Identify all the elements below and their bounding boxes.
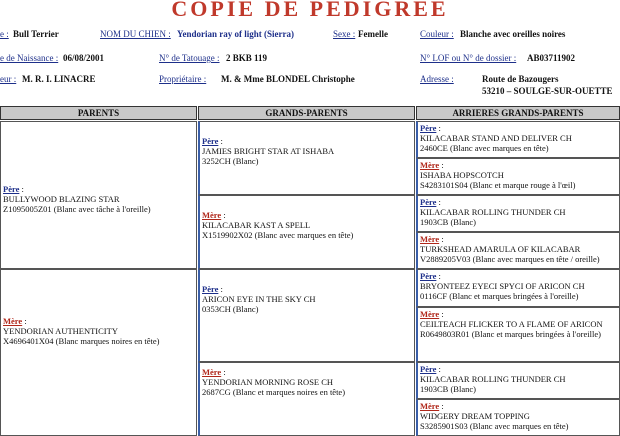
role-label: Père [420,197,437,207]
great-grandparent-3 [416,195,620,232]
color-value: Blanche avec oreilles noires [460,29,566,39]
header-great-grandparents: ARRIERES GRANDS-PARENTS [416,106,620,120]
dog-detail: Z1095005Z01 (Blanc avec tâche à l'oreille) [3,204,151,214]
address-line1: Route de Bazougers [482,74,559,84]
role-label: Père [420,271,437,281]
dog-name: CEILTEACH FLICKER TO A FLAME OF ARICON [420,319,603,329]
breed-label: e : [0,29,9,39]
role-label: Père [420,123,437,133]
role-label: Mère [420,160,440,170]
dog-name: JAMIES BRIGHT STAR AT ISHABA [202,146,335,156]
pedigree-table [0,106,620,436]
sex-value: Femelle [358,29,388,39]
great-grandparent-2 [416,158,620,195]
tattoo-label: N° de Tatouage : [159,53,220,63]
header-parents: PARENTS [0,106,197,120]
great-grandparent-8 [416,399,620,436]
colon: : [436,364,441,374]
lof-value: AB03711902 [527,53,576,63]
great-grandparent-5 [416,269,620,307]
great-grandparent-1 [416,121,620,158]
lof-label: N° LOF ou N° de dossier : [420,53,517,63]
owner-value: M. & Mme BLONDEL Christophe [221,74,355,84]
parent-dam [0,269,197,436]
sex-label: Sexe : [333,29,356,39]
colon: : [439,401,444,411]
breed-value: Bull Terrier [13,29,59,39]
dog-name: KILACABAR ROLLING THUNDER CH [420,374,566,384]
role-label: Père [3,184,20,194]
role-label: Père [202,136,219,146]
dog-detail: X4696401X04 (Blanc marques noires en tête) [3,336,160,346]
dog-name: YENDORIAN MORNING ROSE CH [202,377,334,387]
dog-name-value: Yendorian ray of light (Sierra) [177,29,294,39]
dog-detail: 1903CB (Blanc) [420,217,476,227]
birth-date-value: 06/08/2001 [63,53,105,63]
dog-name: YENDORIAN AUTHENTICITY [3,326,118,336]
dog-name: ARICON EYE IN THE SKY CH [202,294,316,304]
colon: : [436,271,441,281]
colon: : [19,184,24,194]
birth-date-label: e de Naissance : [0,53,59,63]
role-label: Mère [420,234,440,244]
grandparent-dam-dam [198,362,415,436]
dog-name: ISHABA HOPSCOTCH [420,170,504,180]
role-label: Mère [202,210,222,220]
dog-detail: X1519902X02 (Blanc avec marques en tête) [202,230,354,240]
colon: : [22,316,27,326]
dog-name: BULLYWOOD BLAZING STAR [3,194,120,204]
breeder-label: eur : [0,74,17,84]
dog-detail: 1903CB (Blanc) [420,384,476,394]
great-grandparent-4 [416,232,620,269]
colon: : [218,136,223,146]
colon: : [439,309,444,319]
dog-name: BRYONTEEZ EYECI SPYCI OF ARICON CH [420,281,585,291]
address-line2: 53210 – SOULGE-SUR-OUETTE [482,86,613,96]
grandparent-sire-sire [198,121,415,195]
role-label: Mère [3,316,23,326]
colon: : [436,197,441,207]
dog-detail: 0353CH (Blanc) [202,304,259,314]
grandparent-sire-dam [198,195,415,269]
colon: : [218,284,223,294]
dog-name: KILACABAR STAND AND DELIVER CH [420,133,572,143]
colon: : [436,123,441,133]
tattoo-value: 2 BKB 119 [226,53,268,63]
great-grandparent-6 [416,307,620,362]
dog-detail: S3285901S03 (Blanc avec marques en tête) [420,421,569,431]
great-grandparent-7 [416,362,620,399]
role-label: Père [420,364,437,374]
header-grandparents: GRANDS-PARENTS [198,106,415,120]
colon: : [439,160,444,170]
parent-sire [0,121,197,269]
grandparent-dam-sire [198,269,415,362]
dog-detail: 2687CG (Blanc et marques noires en tête) [202,387,346,397]
owner-label: Propriétaire : [159,74,207,84]
breeder-value: M. R. I. LINACRE [22,74,96,84]
dog-name: WIDGERY DREAM TOPPING [420,411,530,421]
role-label: Mère [420,401,440,411]
address-label: Adresse : [420,74,454,84]
colon: : [439,234,444,244]
dog-detail: 0116CF (Blanc et marques bringées à l'oreille) [420,291,579,301]
dog-detail: 2460CE (Blanc avec marques en tête) [420,143,549,153]
dog-detail: V2889205V03 (Blanc avec marques en tête / oreille) [420,254,600,264]
colon: : [221,210,226,220]
colon: : [221,367,226,377]
dog-name-label: NOM DU CHIEN : [100,29,171,39]
dog-name: TURKSHEAD AMARULA OF KILACABAR [420,244,581,254]
role-label: Père [202,284,219,294]
dog-detail: R0649803R01 (Blanc et marques bringées à l'oreille) [420,329,601,339]
role-label: Mère [420,309,440,319]
dog-detail: S4283101S04 (Blanc et marque rouge à l'œil) [420,180,576,190]
dog-detail: 3252CH (Blanc) [202,156,259,166]
dog-name: KILACABAR ROLLING THUNDER CH [420,207,566,217]
dog-name: KILACABAR KAST A SPELL [202,220,311,230]
role-label: Mère [202,367,222,377]
color-label: Couleur : [420,29,454,39]
page-title: COPIE DE PEDIGREE [171,0,449,21]
